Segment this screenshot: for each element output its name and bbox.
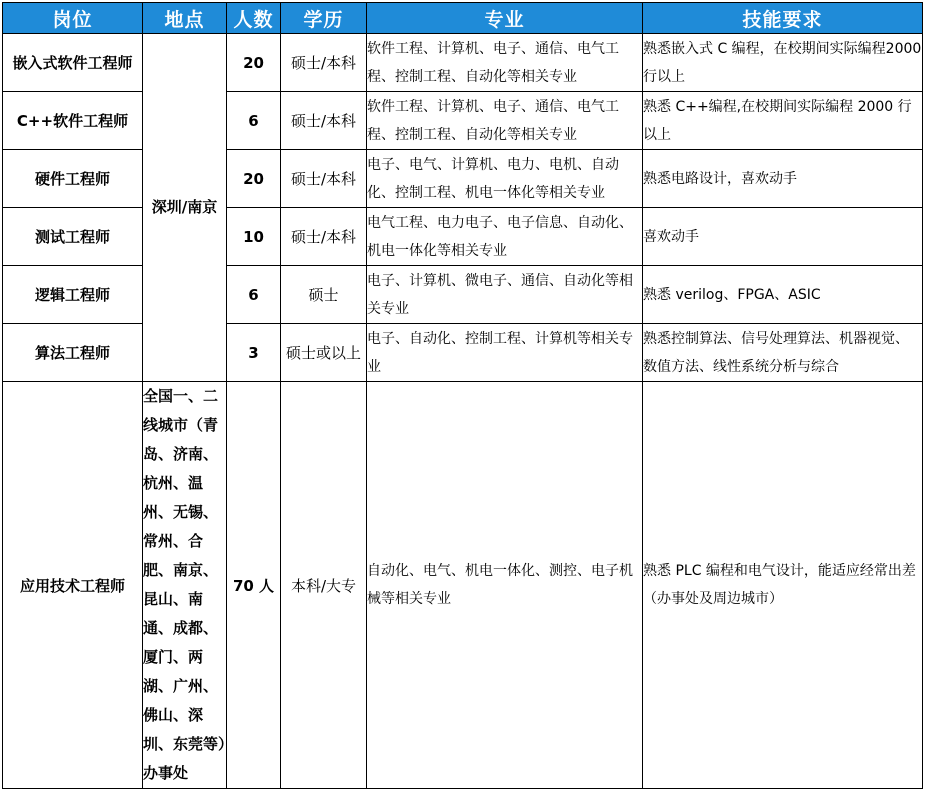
count-cell: 20 xyxy=(227,150,281,208)
header-skills: 技能要求 xyxy=(643,3,923,34)
skills-cell: 熟悉控制算法、信号处理算法、机器视觉、数值方法、线性系统分析与综合 xyxy=(643,324,923,382)
major-cell: 电子、计算机、微电子、通信、自动化等相关专业 xyxy=(367,266,643,324)
major-cell: 软件工程、计算机、电子、通信、电气工程、控制工程、自动化等相关专业 xyxy=(367,34,643,92)
major-cell: 电子、自动化、控制工程、计算机等相关专业 xyxy=(367,324,643,382)
count-cell: 20 xyxy=(227,34,281,92)
table-row xyxy=(3,208,923,266)
table-row xyxy=(3,92,923,150)
major-cell: 电气工程、电力电子、电子信息、自动化、机电一体化等相关专业 xyxy=(367,208,643,266)
education-cell: 硕士 xyxy=(281,266,367,324)
education-cell: 硕士/本科 xyxy=(281,208,367,266)
skills-cell: 喜欢动手 xyxy=(643,208,923,266)
skills-cell: 熟悉 PLC 编程和电气设计，能适应经常出差（办事处及周边城市） xyxy=(643,382,923,789)
header-position: 岗位 xyxy=(3,3,143,34)
table-row xyxy=(3,324,923,382)
header-education: 学历 xyxy=(281,3,367,34)
skills-cell: 熟悉 verilog、FPGA、ASIC xyxy=(643,266,923,324)
header-major: 专业 xyxy=(367,3,643,34)
location-cell: 全国一、二线城市（青岛、济南、杭州、温州、无锡、常州、合肥、南京、昆山、南通、成都、厦门、两湖、广州、佛山、深圳、东莞等）办事处 xyxy=(143,382,227,789)
education-cell: 硕士/本科 xyxy=(281,92,367,150)
recruitment-table xyxy=(2,2,923,789)
table-row xyxy=(3,34,923,92)
skills-cell: 熟悉嵌入式 C 编程，在校期间实际编程2000 行以上 xyxy=(643,34,923,92)
position-cell: 算法工程师 xyxy=(3,324,143,382)
skills-cell: 熟悉 C++编程,在校期间实际编程 2000 行以上 xyxy=(643,92,923,150)
education-cell: 本科/大专 xyxy=(281,382,367,789)
position-cell: 逻辑工程师 xyxy=(3,266,143,324)
header-location: 地点 xyxy=(143,3,227,34)
major-cell: 电子、电气、计算机、电力、电机、自动化、控制工程、机电一体化等相关专业 xyxy=(367,150,643,208)
location-cell-shared: 深圳/南京 xyxy=(143,34,227,382)
header-row xyxy=(3,3,923,34)
count-cell: 70 人 xyxy=(227,382,281,789)
position-cell: 应用技术工程师 xyxy=(3,382,143,789)
table-row xyxy=(3,266,923,324)
count-cell: 10 xyxy=(227,208,281,266)
header-count: 人数 xyxy=(227,3,281,34)
count-cell: 6 xyxy=(227,266,281,324)
education-cell: 硕士或以上 xyxy=(281,324,367,382)
skills-cell: 熟悉电路设计，喜欢动手 xyxy=(643,150,923,208)
position-cell: 硬件工程师 xyxy=(3,150,143,208)
position-cell: 嵌入式软件工程师 xyxy=(3,34,143,92)
position-cell: 测试工程师 xyxy=(3,208,143,266)
position-cell: C++软件工程师 xyxy=(3,92,143,150)
table-row xyxy=(3,150,923,208)
count-cell: 6 xyxy=(227,92,281,150)
major-cell: 自动化、电气、机电一体化、测控、电子机械等相关专业 xyxy=(367,382,643,789)
major-cell: 软件工程、计算机、电子、通信、电气工程、控制工程、自动化等相关专业 xyxy=(367,92,643,150)
education-cell: 硕士/本科 xyxy=(281,34,367,92)
education-cell: 硕士/本科 xyxy=(281,150,367,208)
count-cell: 3 xyxy=(227,324,281,382)
table-row xyxy=(3,382,923,789)
